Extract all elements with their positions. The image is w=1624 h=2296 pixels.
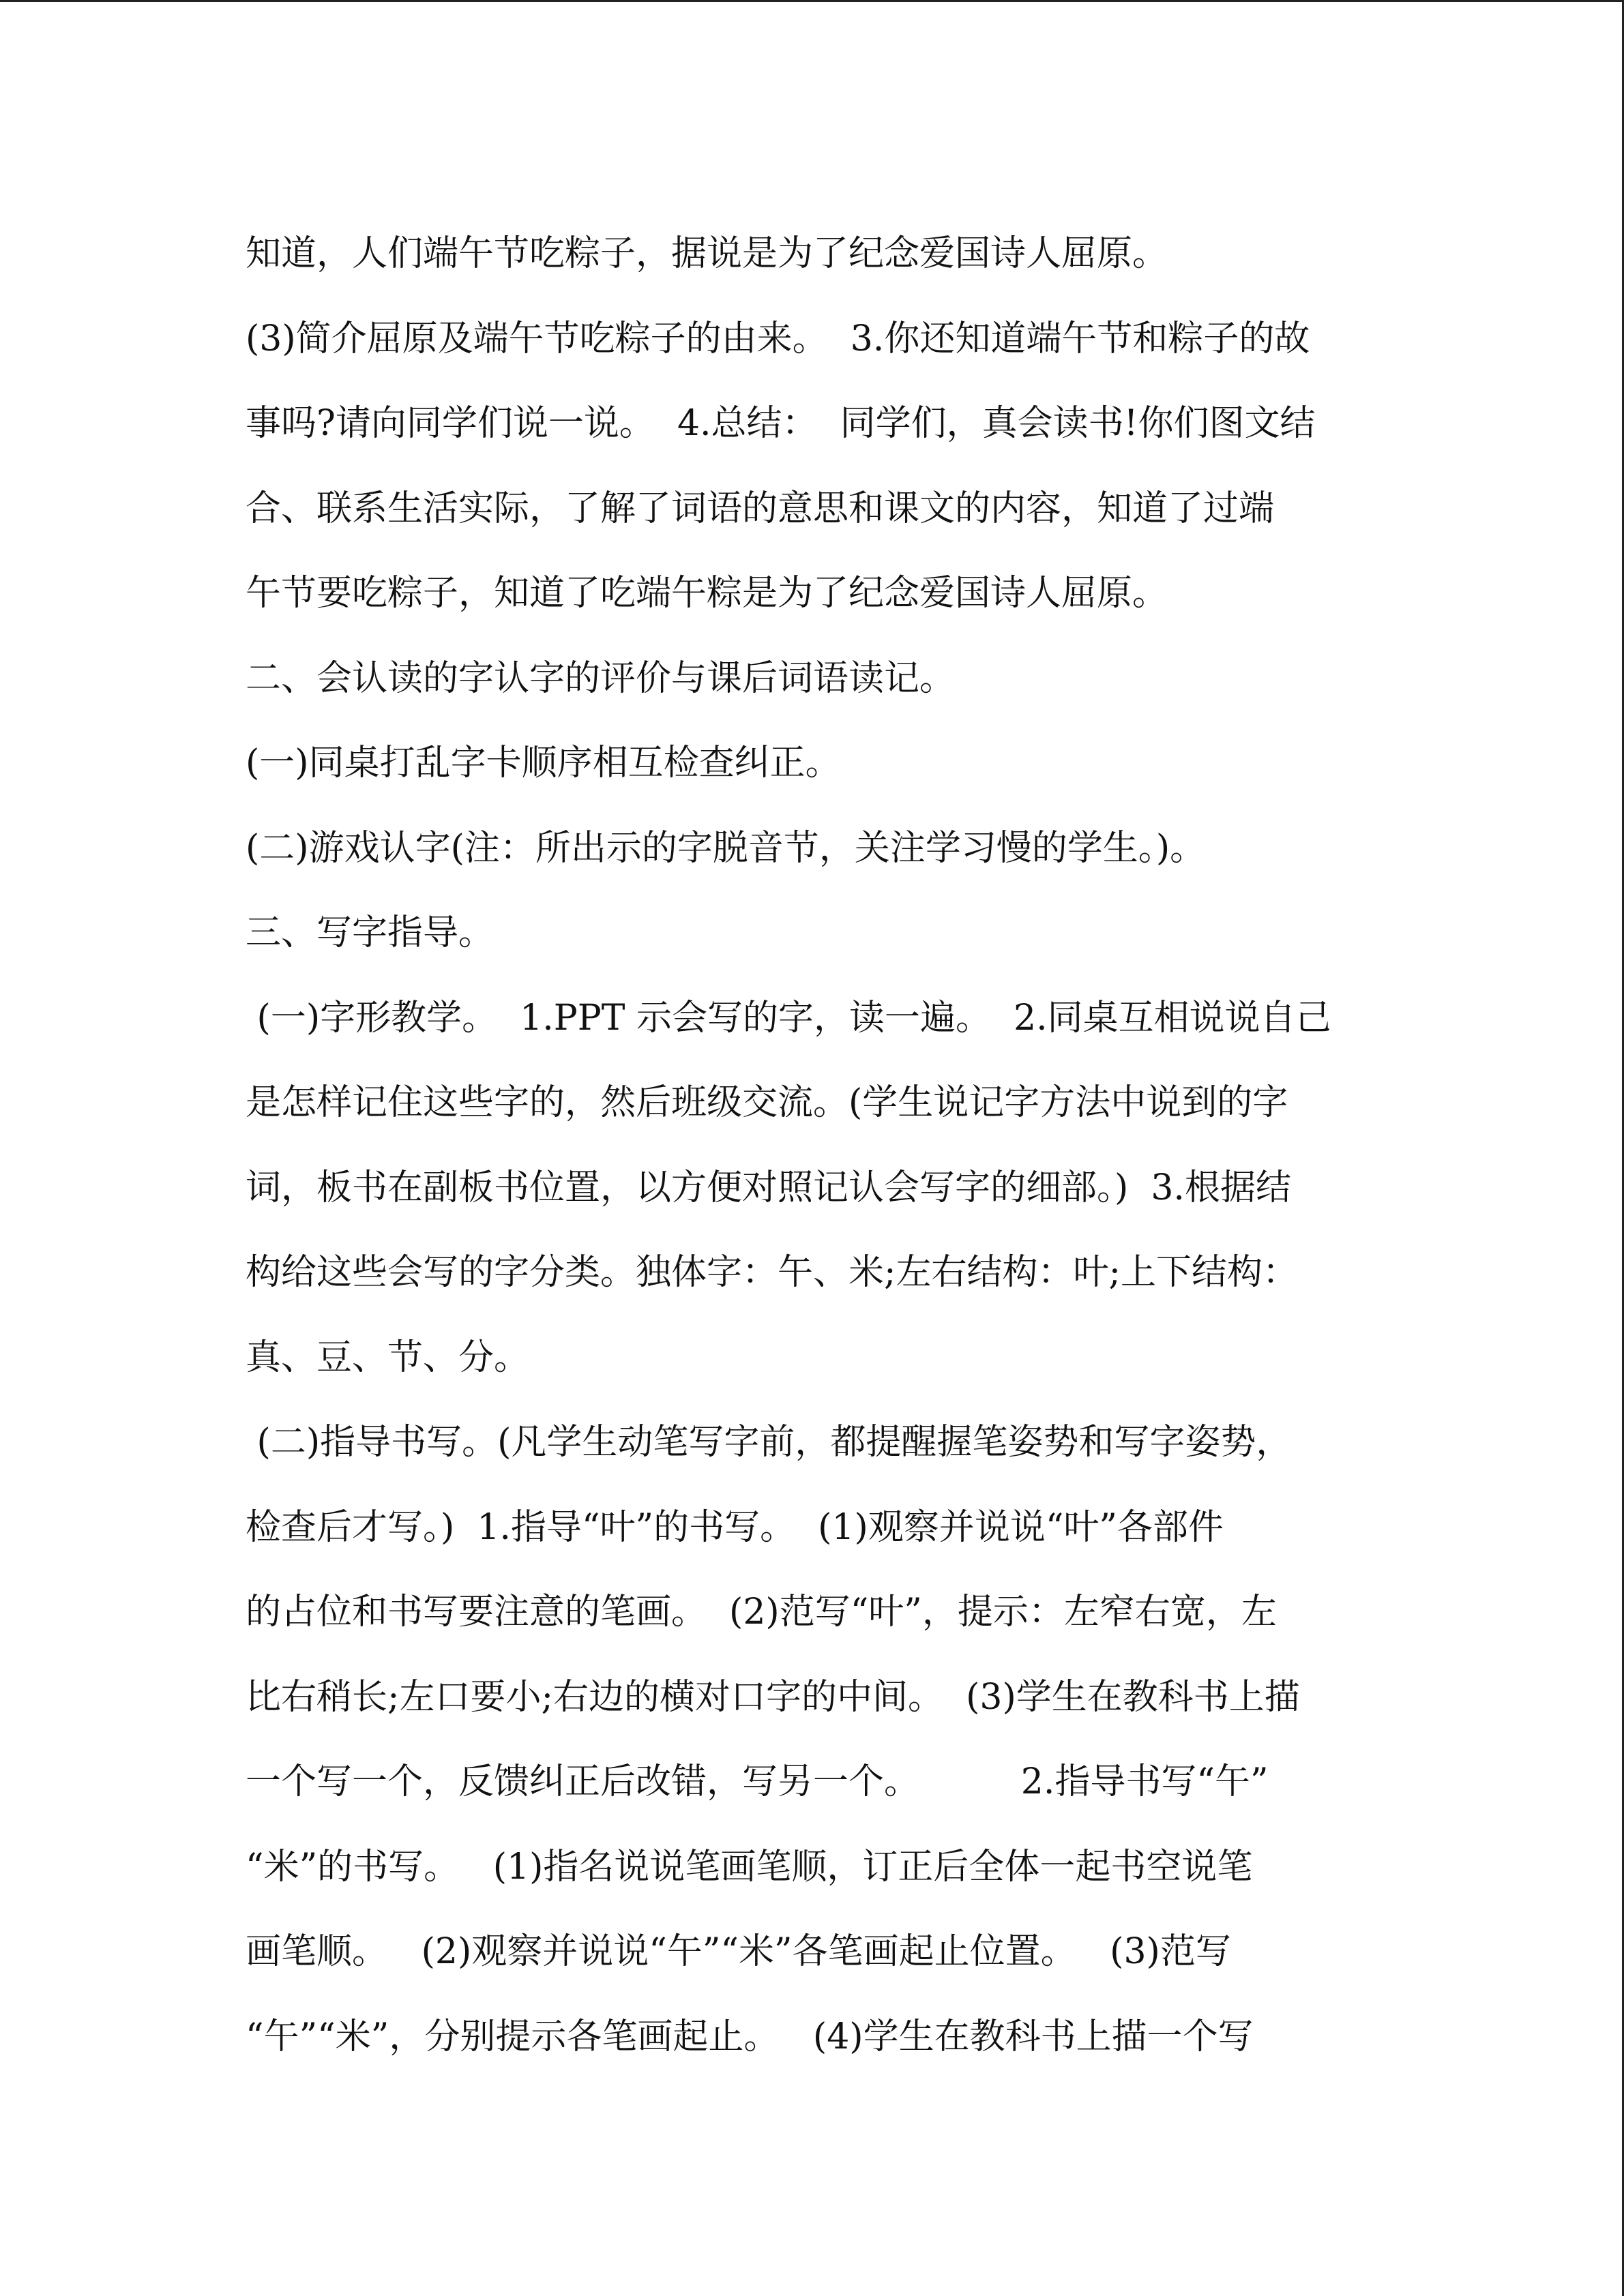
text-line-15: (二)指导书写。(凡学生动笔写字前，都提醒握笔姿势和写字姿势， [246,1422,1292,1463]
text-line-4: 合、联系生活实际，了解了词语的意思和课文的内容，知道了过端 [246,488,1275,529]
text-line-22: “午”“米”，分别提示各笔画起止。 (4)学生在教科书上描一个写 [246,2016,1254,2057]
text-line-18: 比右稍长;左口要小;右边的横对口字的中间。 (3)学生在教科书上描 [246,1676,1300,1718]
text-line-14: 真、豆、节、分。 [246,1337,530,1378]
text-line-19: 一个写一个，反馈纠正后改错，写另一个。 2.指导书写“午” [246,1761,1269,1802]
text-line-5: 午节要吃粽子，知道了吃端午粽是为了纪念爱国诗人屈原。 [246,573,1168,614]
text-line-20: “米”的书写。 (1)指名说说笔画笔顺，订正后全体一起书空说笔 [246,1846,1253,1888]
page-border-top [0,0,1624,2]
document-body [246,211,1381,2079]
text-line-1: 知道，人们端午节吃粽子，据说是为了纪念爱国诗人屈原。 [246,233,1168,274]
text-line-7: (一)同桌打乱字卡顺序相互检查纠正。 [246,743,841,784]
text-line-12: 词，板书在副板书位置，以方便对照记认会写字的细部。) 3.根据结 [246,1167,1291,1208]
text-line-8: (二)游戏认字(注：所出示的字脱音节，关注学习慢的学生。)。 [246,827,1206,869]
text-line-16: 检查后才写。) 1.指导“叶”的书写。 (1)观察并说说“叶”各部件 [246,1506,1224,1548]
text-line-10: (一)字形教学。 1.PPT 示会写的字，读一遍。 2.同桌互相说说自己 [246,997,1331,1039]
text-line-11: 是怎样记住这些字的，然后班级交流。(学生说记字方法中说到的字 [246,1082,1288,1123]
text-line-21: 画笔顺。 (2)观察并说说“午”“米”各笔画起止位置。 (3)范写 [246,1931,1231,1972]
section-heading-3: 三、写字指导。 [246,912,494,953]
text-line-17: 的占位和书写要注意的笔画。 (2)范写“叶”，提示：左窄右宽，左 [246,1592,1277,1632]
section-heading-2: 二、会认读的字认字的评价与课后词语读记。 [246,657,956,699]
text-line-3: 事吗?请向同学们说一说。 4.总结： 同学们，真会读书!你们图文结 [246,403,1316,444]
text-line-2: (3)简介屈原及端午节吃粽子的由来。 3.你还知道端午节和粽子的故 [246,318,1310,359]
text-line-13: 构给这些会写的字分类。独体字：午、米;左右结构：叶;上下结构： [246,1252,1299,1293]
